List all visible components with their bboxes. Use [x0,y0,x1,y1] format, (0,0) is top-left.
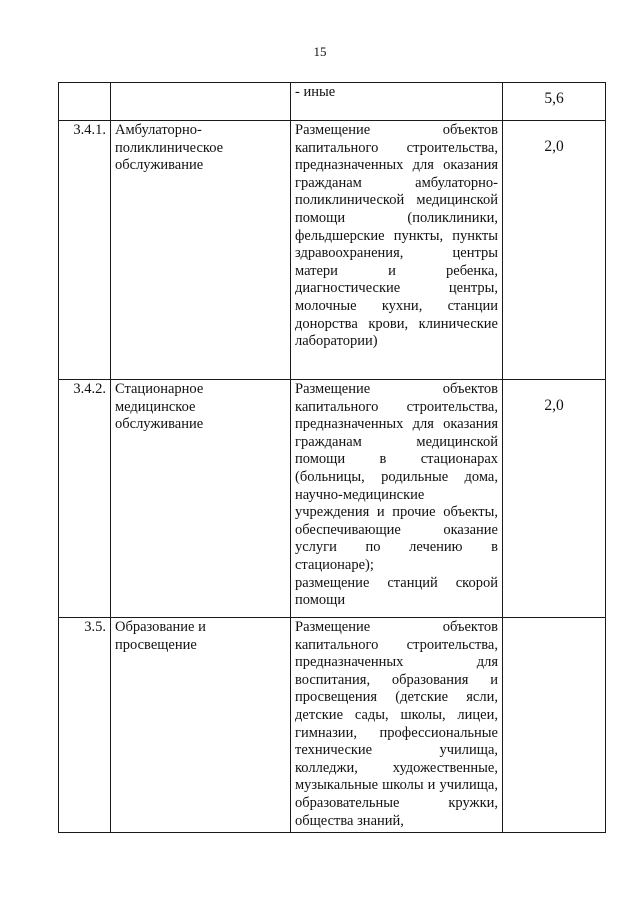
coefficient-value: 2,0 [544,138,564,155]
row-coefficient [503,618,606,833]
row-name: Стационарное медицинское обслуживание [111,380,291,618]
description-paragraph: Размещение объектов капитального строительства, предназначенных для воспитания, образования и просвещения (детские ясли, детские сады, школы, лицеи, гимназии, профессиональные технические училища, колледжи, художественные, музыкальные школы и училища, образовательные кружки, общества знаний, [295,619,498,829]
row-description [291,380,503,618]
row-code: 3.5. [59,618,111,833]
row-name [111,83,291,121]
row-code [59,83,111,121]
row-coefficient [503,380,606,618]
row-coefficient [503,83,606,121]
page-number: 15 [313,44,327,59]
row-coefficient [503,121,606,380]
land-use-table [58,82,606,833]
table-row [59,380,606,618]
row-description [291,618,503,833]
row-name: Образование и просвещение [111,618,291,833]
row-description [291,83,503,121]
row-code: 3.4.1. [59,121,111,380]
coefficient-value [507,619,601,621]
description-paragraph: Размещение объектов капитального строительства, предназначенных для оказания гражданам амбулаторно-поликлинической медицинской помощи (поликлиники, фельдшерские пункты, пункты здравоохранения, центры матери и ребенка, диагностические центры, молочные кухни, станции донорства крови, клинические лаборатории) [295,122,498,350]
table-row [59,121,606,380]
row-description [291,121,503,380]
row-name: Амбулаторно-поликлиническое обслуживание [111,121,291,380]
description-paragraph: - иные [295,84,336,100]
coefficient-value: 5,6 [544,90,564,107]
description-paragraph: Размещение объектов капитального строительства, предназначенных для оказания гражданам медицинской помощи в стационарах (больницы, родильные дома, научно-медицинские учреждения и прочие объекты, обеспечивающие оказание услуги по лечению в стационаре); [295,381,498,573]
table-row [59,618,606,833]
table-row [59,83,606,121]
row-code: 3.4.2. [59,380,111,618]
description-paragraph: размещение станций скорой помощи [295,574,498,609]
coefficient-value: 2,0 [544,397,564,414]
